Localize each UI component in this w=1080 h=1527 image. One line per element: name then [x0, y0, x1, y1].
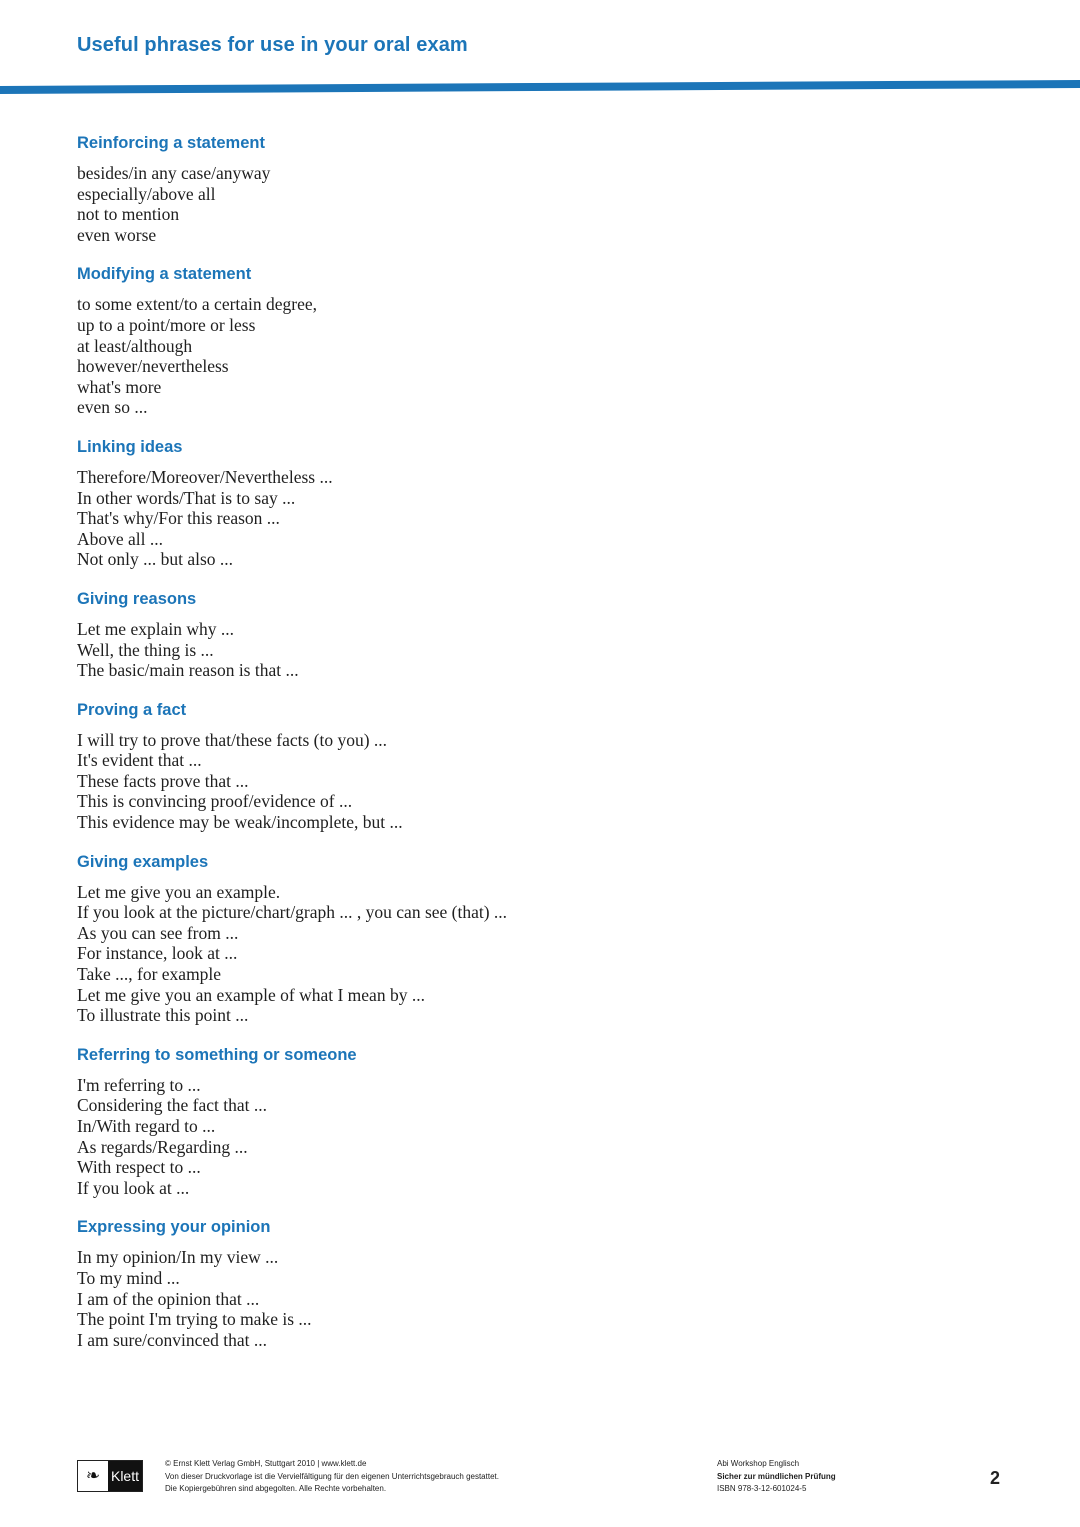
copyright-notice: [165, 1458, 685, 1496]
phrase-list: [77, 163, 797, 245]
section-heading: Modifying a statement: [77, 265, 252, 284]
phrase: Take ..., for example: [77, 964, 222, 985]
section-opinion: [77, 1216, 797, 1350]
phrase: In/With regard to ...: [77, 1116, 216, 1136]
phrase: Therefore/Moreover/Nevertheless ...: [77, 466, 333, 487]
phrase: If you look at the picture/chart/graph ... , you can see (that) ...: [77, 902, 508, 923]
phrase: especially/above all: [77, 183, 216, 204]
phrase-list: [77, 1075, 797, 1199]
book-isbn: ISBN 978-3-12-601024-5: [717, 1484, 807, 1493]
section-heading: Giving reasons: [77, 589, 197, 608]
section-heading: Referring to something or someone: [77, 1045, 357, 1064]
phrase: This evidence may be weak/incomplete, but ...: [77, 812, 403, 833]
phrase: I'm referring to ...: [77, 1074, 201, 1095]
klett-logo: [77, 1460, 143, 1492]
phrase: Considering the fact that ...: [77, 1095, 268, 1116]
phrase: up to a point/more or less: [77, 314, 256, 335]
phrase: If you look at ...: [77, 1177, 190, 1198]
phrase: With respect to ...: [77, 1157, 201, 1178]
phrase: Above all ...: [77, 528, 164, 549]
section-heading: Giving examples: [77, 852, 209, 871]
phrase: For instance, look at ...: [77, 943, 238, 964]
phrase: The basic/main reason is that ...: [77, 660, 299, 681]
phrase: I am sure/convinced that ...: [77, 1329, 268, 1350]
copyright-line: Die Kopiergebühren sind abgegolten. Alle Rechte vorbehalten.: [165, 1484, 387, 1493]
phrase-list: [77, 730, 797, 833]
phrase: This is convincing proof/evidence of ...: [77, 791, 353, 812]
phrase: As you can see from ...: [77, 922, 239, 943]
section-heading: Reinforcing a statement: [77, 134, 265, 152]
phrase: what's more: [77, 376, 162, 397]
phrase: I will try to prove that/these facts (to you) ...: [77, 729, 388, 750]
phrase: to some extent/to a certain degree,: [77, 294, 318, 315]
phrase: Well, the thing is ...: [77, 639, 214, 660]
phrase: To my mind ...: [77, 1267, 180, 1288]
phrase: It's evident that ...: [77, 750, 202, 771]
section-heading: Linking ideas: [77, 437, 183, 456]
section-reasons: [77, 588, 797, 681]
book-series: Abi Workshop Englisch: [717, 1459, 800, 1468]
phrase: even worse: [77, 224, 157, 245]
phrase: Not only ... but also ...: [77, 549, 234, 570]
phrase: These facts prove that ...: [77, 770, 249, 791]
section-heading: Proving a fact: [77, 700, 187, 719]
phrase-list: [77, 467, 797, 570]
phrase: at least/although: [77, 335, 193, 356]
copyright-line: © Ernst Klett Verlag GmbH, Stuttgart 2010 | www.klett.de: [165, 1459, 367, 1468]
phrase: In other words/That is to say ...: [77, 487, 296, 508]
title-rule: [0, 80, 1080, 94]
section-examples: [77, 851, 797, 1026]
section-heading: Expressing your opinion: [77, 1218, 271, 1237]
phrase-list: [77, 1247, 797, 1350]
phrase-list: [77, 294, 797, 418]
phrase: To illustrate this point ...: [77, 1005, 249, 1026]
copyright-line: Von dieser Druckvorlage ist die Vervielfältigung für den eigenen Unterrichtsgebrauch gestattet.: [165, 1471, 499, 1481]
book-info: [717, 1458, 937, 1496]
phrase: Let me explain why ...: [77, 618, 234, 639]
book-title: Sicher zur mündlichen Prüfung: [717, 1471, 836, 1481]
phrase: I am of the opinion that ...: [77, 1288, 260, 1309]
section-reinforcing: [77, 132, 797, 245]
section-modifying: [77, 263, 797, 418]
klett-logo-icon: ❧: [78, 1461, 108, 1491]
klett-logo-text: Klett: [108, 1461, 142, 1491]
phrase: In my opinion/In my view ...: [77, 1247, 279, 1268]
page-number: 2: [990, 1468, 1001, 1488]
phrase: however/nevertheless: [77, 356, 229, 377]
phrase: Let me give you an example.: [77, 881, 281, 902]
phrase: even so ...: [77, 397, 148, 418]
phrase: Let me give you an example of what I mean by ...: [77, 984, 425, 1005]
phrase: As regards/Regarding ...: [77, 1136, 248, 1157]
phrase-list: [77, 882, 797, 1026]
section-proving: [77, 699, 797, 833]
phrase: That's why/For this reason ...: [77, 508, 280, 529]
section-linking: [77, 436, 797, 570]
phrase: The point I'm trying to make is ...: [77, 1309, 312, 1330]
phrase: besides/in any case/anyway: [77, 163, 271, 183]
title-rule-bar: [0, 80, 1080, 94]
page-title: Useful phrases for use in your oral exam: [77, 34, 468, 56]
phrase-sections: [77, 132, 797, 1368]
phrase: not to mention: [77, 204, 180, 225]
phrase-list: [77, 619, 797, 681]
page-footer: [0, 1455, 1080, 1500]
section-referring: [77, 1044, 797, 1199]
